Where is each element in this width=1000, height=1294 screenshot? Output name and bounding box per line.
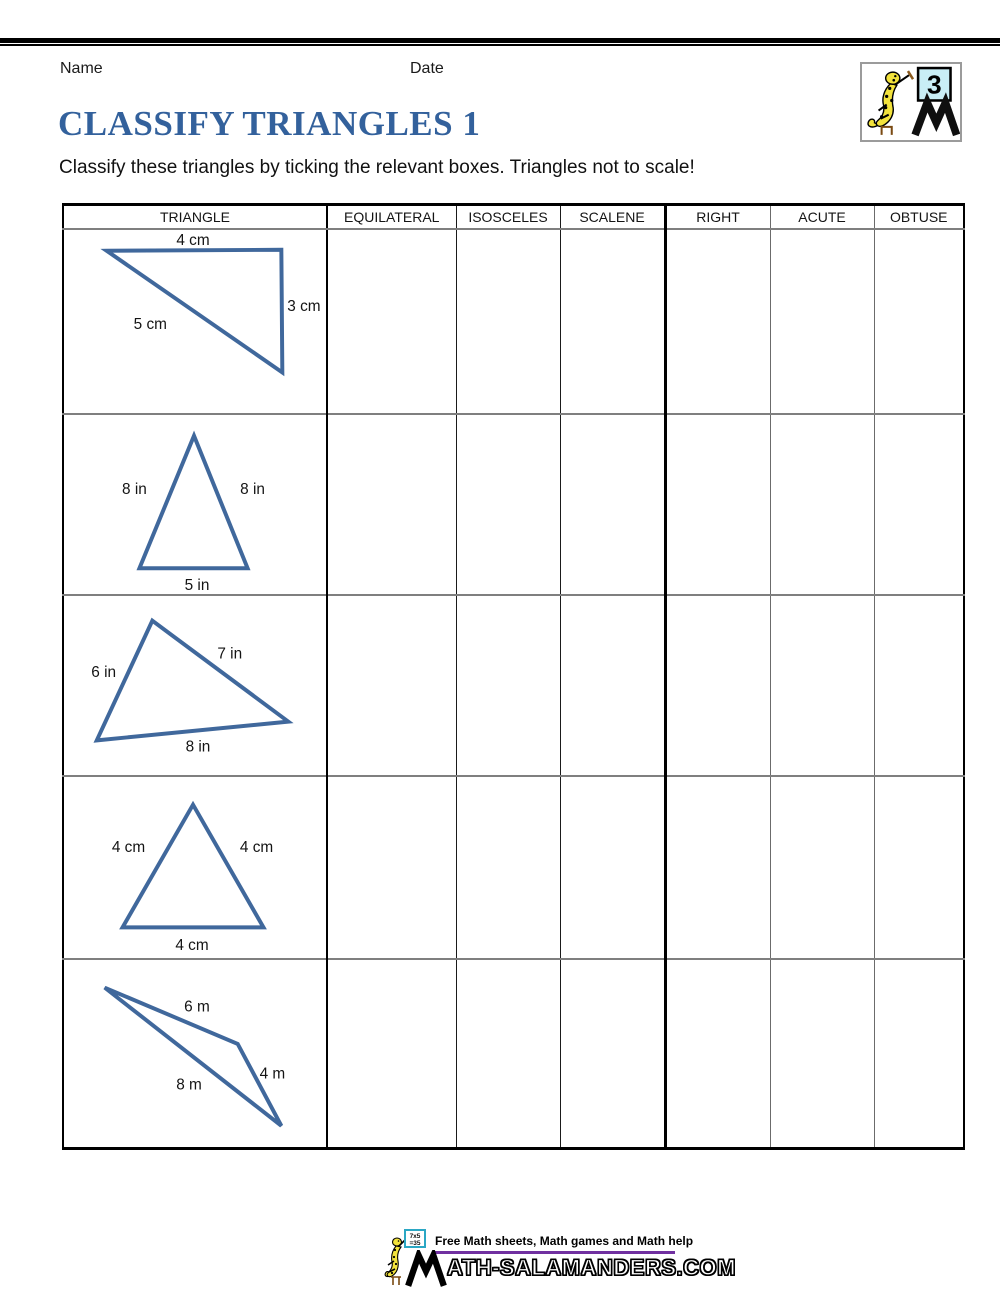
tick-cell-row2-acute[interactable] [770, 414, 874, 595]
side-label-right: 3 cm [287, 297, 321, 315]
tick-cell-row3-equilateral[interactable] [327, 595, 456, 776]
tick-cell-row2-right[interactable] [665, 414, 770, 595]
tick-cell-row4-obtuse[interactable] [874, 776, 964, 959]
column-header-right: RIGHT [665, 205, 770, 229]
tick-cell-row2-scalene[interactable] [560, 414, 665, 595]
column-header-equilateral: EQUILATERAL [327, 205, 456, 229]
right-triangle-figure [64, 230, 326, 413]
tick-cell-row2-obtuse[interactable] [874, 414, 964, 595]
triangle-shape [107, 249, 283, 372]
column-header-obtuse: OBTUSE [874, 205, 964, 229]
table-row [63, 959, 964, 1149]
footer-m-logo-icon [405, 1250, 447, 1288]
scalene-triangle-figure [64, 596, 326, 775]
header-row [63, 205, 964, 229]
triangle-shape [139, 435, 247, 568]
side-label-left: 8 in [122, 480, 147, 498]
triangle-cell-row5 [63, 959, 327, 1149]
tick-cell-row4-right[interactable] [665, 776, 770, 959]
triangle-cell-row1 [63, 229, 327, 414]
side-label-hypotenuse: 5 cm [133, 315, 167, 333]
side-label-right: 4 m [259, 1064, 286, 1082]
table-row [63, 776, 964, 959]
date-label: Date [410, 60, 444, 77]
column-header-acute: ACUTE [770, 205, 874, 229]
grade-number: 3 [926, 69, 942, 100]
stool-icon [881, 127, 893, 135]
tick-cell-row1-right[interactable] [665, 229, 770, 414]
m-logo-icon [915, 103, 957, 135]
side-label-base: 5 in [184, 576, 210, 594]
tick-cell-row3-obtuse[interactable] [874, 595, 964, 776]
name-label: Name [60, 60, 103, 77]
tick-cell-row4-equilateral[interactable] [327, 776, 456, 959]
tick-cell-row5-scalene[interactable] [560, 959, 665, 1149]
side-label-top: 6 m [184, 997, 210, 1015]
board-line1: 7x5 [409, 1233, 421, 1240]
tick-cell-row3-right[interactable] [665, 595, 770, 776]
triangle-cell-row4 [63, 776, 327, 959]
stool-icon [391, 1277, 401, 1285]
tick-cell-row1-equilateral[interactable] [327, 229, 456, 414]
obtuse-triangle-figure [64, 960, 326, 1148]
tick-cell-row4-scalene[interactable] [560, 776, 665, 959]
tick-cell-row1-acute[interactable] [770, 229, 874, 414]
tick-cell-row5-acute[interactable] [770, 959, 874, 1149]
side-label-right: 8 in [240, 480, 265, 498]
column-header-triangle: TRIANGLE [63, 205, 327, 229]
column-header-scalene: SCALENE [560, 205, 665, 229]
side-label-right: 7 in [217, 644, 243, 662]
page-title: CLASSIFY TRIANGLES 1 [58, 104, 481, 143]
board-line2: =35 [409, 1240, 421, 1247]
tick-cell-row5-isosceles[interactable] [456, 959, 560, 1149]
tick-cell-row2-equilateral[interactable] [327, 414, 456, 595]
side-label-base: 8 in [185, 737, 211, 755]
instructions-text: Classify these triangles by ticking the relevant boxes. Triangles not to scale! [59, 157, 695, 178]
salamander-grade-icon [862, 64, 960, 140]
side-label-left: 6 in [91, 663, 117, 681]
isosceles-triangle-figure [64, 415, 326, 594]
column-header-isosceles: ISOSCELES [456, 205, 560, 229]
tick-cell-row5-equilateral[interactable] [327, 959, 456, 1149]
triangle-cell-row2 [63, 414, 327, 595]
table-row [63, 229, 964, 414]
side-label-base: 4 cm [175, 936, 209, 954]
tick-cell-row5-right[interactable] [665, 959, 770, 1149]
tick-cell-row3-isosceles[interactable] [456, 595, 560, 776]
tick-cell-row1-obtuse[interactable] [874, 229, 964, 414]
site-footer [383, 1229, 736, 1291]
footer-site-name: ATH-SALAMANDERS.COM [447, 1255, 736, 1280]
footer-tagline: Free Math sheets, Math games and Math help [435, 1234, 694, 1248]
tick-cell-row4-acute[interactable] [770, 776, 874, 959]
tick-cell-row1-isosceles[interactable] [456, 229, 560, 414]
tick-cell-row3-scalene[interactable] [560, 595, 665, 776]
side-label-left: 4 cm [111, 838, 146, 856]
grade-3-logo [860, 62, 962, 142]
tick-cell-row5-obtuse[interactable] [874, 959, 964, 1149]
table-row [63, 414, 964, 595]
tick-cell-row2-isosceles[interactable] [456, 414, 560, 595]
triangle-shape [123, 804, 264, 927]
triangle-shape [97, 620, 289, 740]
equilateral-triangle-figure [64, 777, 326, 958]
tick-cell-row3-acute[interactable] [770, 595, 874, 776]
page-divider [0, 38, 1000, 46]
classification-table [62, 203, 965, 1150]
side-label-base: 8 m [176, 1075, 202, 1093]
side-label-top: 4 cm [176, 231, 210, 249]
table-row [63, 595, 964, 776]
footer-accent-rule [435, 1251, 675, 1254]
tick-cell-row4-isosceles[interactable] [456, 776, 560, 959]
tick-cell-row1-scalene[interactable] [560, 229, 665, 414]
side-label-right: 4 cm [239, 838, 274, 856]
triangle-cell-row3 [63, 595, 327, 776]
